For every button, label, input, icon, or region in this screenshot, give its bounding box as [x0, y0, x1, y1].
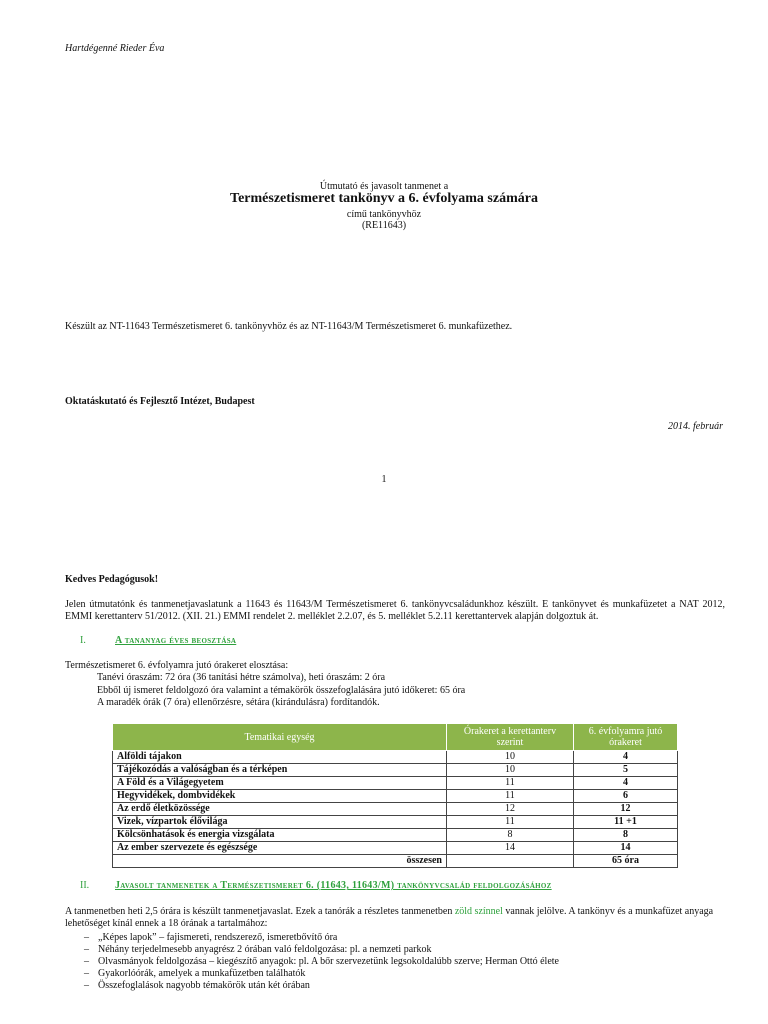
- section-2-text: A tanmenetben heti 2,5 órára is készült tanmenetjavaslat. Ezek a tanórák a részletes tanmenetben: [65, 906, 455, 917]
- topic-cell: Vizek, vízpartok élővilága: [113, 816, 447, 829]
- table-row: [113, 842, 678, 855]
- frame-cell: 8: [447, 829, 574, 842]
- table-row: [113, 803, 678, 816]
- section-1-number: I.: [80, 635, 86, 646]
- publisher: Oktatáskutató és Fejlesztő Intézet, Budapest: [65, 396, 255, 407]
- topic-cell: Tájékozódás a valóságban és a térképen: [113, 764, 447, 777]
- frame-cell: 11: [447, 816, 574, 829]
- table-row: [113, 751, 678, 764]
- intro-paragraph: Jelen útmutatónk és tanmenetjavaslatunk a 11643 és 11643/M Természetismeret 6. tankönyvcsaládunkhoz készült. E tankönyvet és munkafüzetet a NAT 2012, EMMI kerettanterv 51/2012. (XII. 21.) EMMI rendelet 2. melléklet 2.2.07, és 5. melléklet 5.2.11 kerettantervek alapján dolgoztuk át.: [65, 599, 725, 622]
- topic-cell: A Föld és a Világegyetem: [113, 777, 447, 790]
- table-row: [113, 777, 678, 790]
- grade-cell: 14: [574, 842, 678, 855]
- allocation-title: Természetismeret 6. évfolyamra jutó órakeret elosztása:: [65, 660, 289, 671]
- list-item: – Összefoglalások nagyobb témakörök után két órában: [84, 980, 310, 991]
- frame-cell: 12: [447, 803, 574, 816]
- list-item: – Néhány terjedelmesebb anyagrész 2 órában való feldolgozása: pl. a nemzeti parkok: [84, 944, 432, 955]
- cover-subtitle: Útmutató és javasolt tanmenet a: [319, 181, 449, 192]
- header-topic: Tematikai egység: [113, 724, 447, 751]
- section-2-number: II.: [80, 880, 90, 891]
- table-row: [113, 764, 678, 777]
- frame-cell: 10: [447, 751, 574, 764]
- grade-cell: 6: [574, 790, 678, 803]
- section-1-title: A tananyag éves beosztása: [115, 635, 237, 646]
- section-2-paragraph: [65, 906, 725, 930]
- list-item-text: Olvasmányok feldolgozása – kiegészítő anyagok: pl. A bőr szervezetünk legsokoldalúbb szerve; Herman Ottó élete: [98, 956, 559, 967]
- topic-cell: Alföldi tájakon: [113, 751, 447, 764]
- list-item-text: „Képes lapok” – fajismereti, rendszerező, ismeretbővítő óra: [98, 932, 338, 943]
- allocation-line: Tanévi óraszám: 72 óra (36 tanítási hétre számolva), heti óraszám: 2 óra: [97, 672, 386, 683]
- header-frame: Órakeret a kerettanterv szerint: [447, 724, 574, 751]
- allocation-line: Ebből új ismeret feldolgozó óra valamint a témakörök összefoglalására jutó időkeret: 65 óra: [97, 685, 466, 696]
- page-title: Természetismeret tankönyv a 6. évfolyama számára: [230, 191, 538, 206]
- grade-cell: 4: [574, 751, 678, 764]
- cover-book-line: című tankönyvhöz: [346, 209, 422, 220]
- grade-cell: 11 +1: [574, 816, 678, 829]
- grade-cell: 4: [574, 777, 678, 790]
- list-item-text: Összefoglalások nagyobb témakörök után két órában: [98, 980, 310, 991]
- list-item: – Gyakorlóórák, amelyek a munkafüzetben találhatók: [84, 968, 306, 979]
- total-frame-cell: [447, 855, 574, 868]
- frame-cell: 11: [447, 777, 574, 790]
- topic-cell: Az erdő életközössége: [113, 803, 447, 816]
- allocation-line: A maradék órák (7 óra) ellenőrzésre, sétára (kirándulásra) fordítandók.: [97, 697, 380, 708]
- topic-cell: Az ember szervezete és egészsége: [113, 842, 447, 855]
- topic-cell: Hegyvidékek, dombvidékek: [113, 790, 447, 803]
- frame-cell: 14: [447, 842, 574, 855]
- section-2-title: Javasolt tanmenetek a Természetismeret 6. (11643, 11643/M) tankönyvcsalád feldolgozásához: [115, 880, 552, 891]
- list-item-text: Néhány terjedelmesebb anyagrész 2 órában való feldolgozása: pl. a nemzeti parkok: [98, 944, 432, 955]
- page-number: 1: [381, 474, 387, 485]
- total-value: 65 óra: [574, 855, 678, 868]
- list-item: – „Képes lapok” – fajismereti, rendszerező, ismeretbővítő óra: [84, 932, 338, 943]
- grade-cell: 5: [574, 764, 678, 777]
- total-label: összesen: [113, 855, 447, 868]
- header-grade: 6. évfolyamra jutó órakeret: [574, 724, 678, 751]
- table-total-row: [113, 855, 678, 868]
- table-header-row: [113, 724, 678, 751]
- topic-cell: Kölcsönhatások és energia vizsgálata: [113, 829, 447, 842]
- grade-cell: 8: [574, 829, 678, 842]
- grade-cell: 12: [574, 803, 678, 816]
- publication-date: 2014. február: [668, 421, 723, 432]
- section-2-text-end: vannak jelölve. A tankönyv és a munkafüzet anyaga lehetőséget kínál ennek a 18 órának a tartalmához:: [65, 906, 714, 929]
- frame-cell: 10: [447, 764, 574, 777]
- cover-code: (RE11643): [361, 220, 407, 231]
- greeting: Kedves Pedagógusok!: [65, 574, 159, 585]
- author-name: Hartdégenné Rieder Éva: [65, 43, 165, 54]
- prepared-for-note: Készült az NT-11643 Természetismeret 6. tankönyvhöz és az NT-11643/M Természetismeret 6. munkafüzethez.: [65, 321, 513, 332]
- hours-table: [112, 723, 678, 868]
- list-item-text: Gyakorlóórák, amelyek a munkafüzetben találhatók: [98, 968, 306, 979]
- table-row: [113, 829, 678, 842]
- green-highlight-text: zöld színnel: [454, 906, 503, 917]
- list-item: – Olvasmányok feldolgozása – kiegészítő anyagok: pl. A bőr szervezetünk legsokoldalúbb szerve; Herman Ottó élete: [84, 956, 559, 967]
- frame-cell: 11: [447, 790, 574, 803]
- table-row: [113, 816, 678, 829]
- table-row: [113, 790, 678, 803]
- section-1-heading: [80, 635, 236, 646]
- section-2-heading: [80, 880, 552, 891]
